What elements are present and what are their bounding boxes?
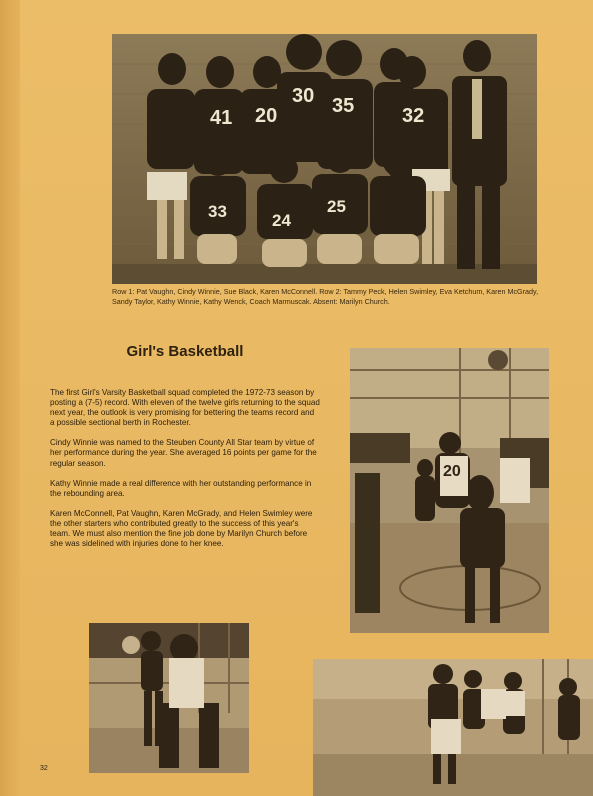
paragraph: Karen McConnell, Pat Vaughn, Karen McGrady, and Helen Swimley were the other starters who contributed greatly to the success of this year's team. We must also mention the fine job done by Marilyn Church before she was sidelined with injuries done to her knee. bbox=[50, 508, 313, 549]
team-photo bbox=[112, 34, 537, 284]
jersey-number: 30 bbox=[292, 85, 315, 107]
page-title: Girl's Basketball bbox=[126, 343, 244, 360]
action-photo-bottom-right bbox=[313, 659, 593, 796]
photo-caption: Row 1: Pat Vaughn, Cindy Winnie, Sue Black, Karen McConnell. Row 2: Tammy Peck, Helen Swimley, Eva Ketchum, Karen McGrady, Sandy Taylor, Kathy Winnie, Kathy Wenck, Coach Marmuscak. Absent: Marilyn Church. bbox=[112, 287, 539, 306]
paragraph: The first Girl's Varsity Basketball squad completed the 1972-73 season by posting a (7-5) record. With eleven of the twelve girls returning to the squad next year, the outlook is very promising for bettering the teams record and a possible sectional berth in Rochester. bbox=[50, 388, 320, 428]
page-edge bbox=[0, 0, 20, 796]
jersey-number: 41 bbox=[210, 107, 233, 129]
jersey-number: 33 bbox=[208, 202, 227, 221]
action-photo-bottom-left bbox=[89, 623, 249, 773]
jersey-number: 35 bbox=[332, 95, 355, 117]
jersey-number: 20 bbox=[443, 463, 461, 480]
paragraph: Kathy Winnie made a real difference with her outstanding performance in the rebounding area. bbox=[50, 478, 312, 498]
jersey-number: 25 bbox=[327, 197, 346, 216]
page-number: 32 bbox=[40, 765, 48, 772]
jersey-number: 24 bbox=[272, 211, 291, 230]
jersey-number: 32 bbox=[402, 105, 425, 127]
action-photo-main bbox=[350, 348, 549, 633]
jersey-number: 20 bbox=[255, 105, 278, 127]
article-body bbox=[50, 388, 320, 559]
paragraph: Cindy Winnie was named to the Steuben County All Star team by virtue of her performance during the year. She averaged 16 points per game for the regular season. bbox=[50, 438, 317, 468]
